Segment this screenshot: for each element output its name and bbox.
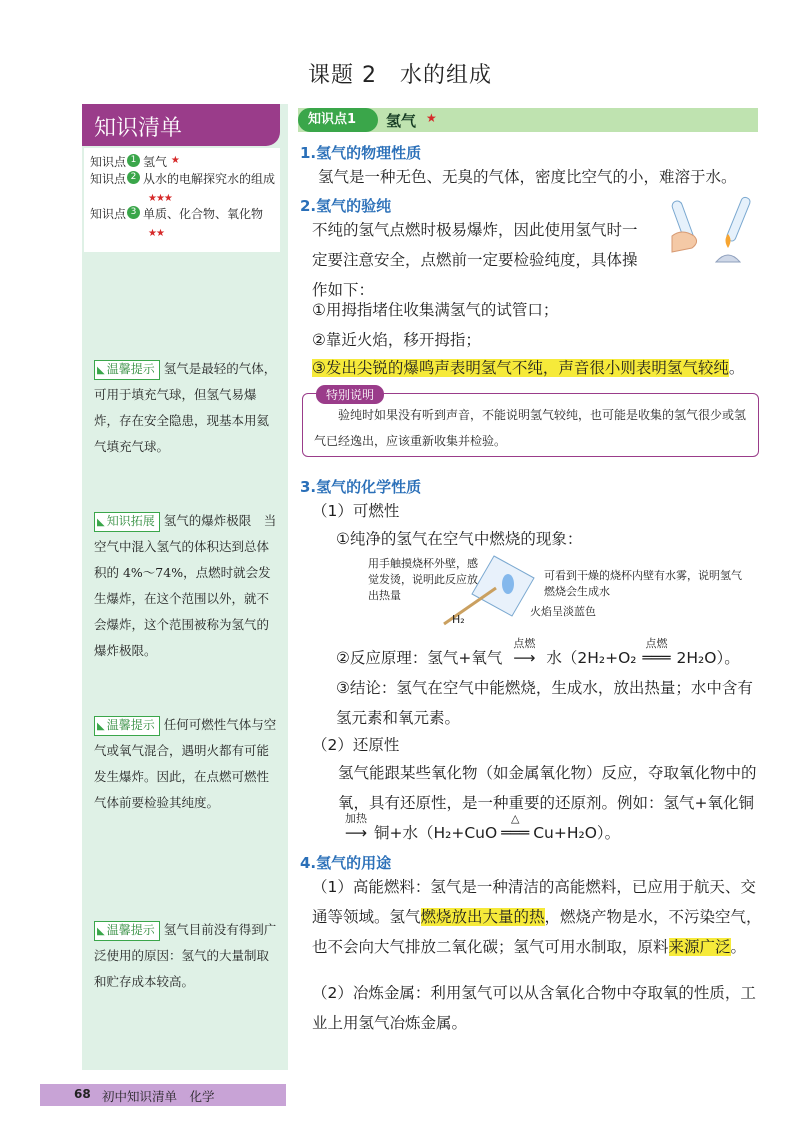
triangle-icon: ◣ — [97, 721, 105, 732]
paragraph: 氢气能跟某些氧化物（如金属氧化物）反应，夺取氧化物中的氧，具有还原性，是一种重要的还原剂。例如：氢气+氧化铜 — [338, 764, 757, 812]
tip-note: ◣ 温馨提示 氢气是最轻的气体，可用于填充气球，但氢气易爆炸，存在安全隐患，现基本用氦气填充气球。 — [94, 361, 277, 454]
use-fuel: （1）高能燃料：氢气是一种清洁的高能燃料，已应用于航天、交通等领域。氢气燃烧放出大量的热，燃烧产物是水，不污染空气，也不会向大气排放二氧化碳；氢气可用水制取，原料来源广泛。 — [312, 878, 762, 956]
extension-note: ◣ 知识拓展 氢气的爆炸极限 当空气中混入氢气的体积达到总体积的 4%～74%，点燃时就会发生爆炸，在这个范围以外，就不会爆炸，这个范围被称为氢气的爆炸极限。 — [94, 513, 277, 658]
arrow-icon: 点燃 ⟶ — [513, 637, 536, 667]
subheading: （2）还原性 — [312, 736, 400, 754]
test-tube-illustration — [658, 192, 758, 272]
tip-note: ◣ 温馨提示 任何可燃性气体与空气或氧气混合，遇明火都有可能发生爆炸。因此，在点燃可燃性气体前要检验其纯度。 — [94, 717, 277, 810]
knowledge-toc — [84, 148, 280, 252]
page-title: 课题 2 水的组成 — [308, 63, 492, 88]
number-badge: 1 — [127, 154, 140, 167]
special-note-tag: 特别说明 — [316, 385, 384, 404]
special-note-text: 验纯时如果没有听到声音，不能说明氢气较纯，也可能是收集的氢气很少或氢气已经逸出，应该重新收集并检验。 — [314, 408, 747, 448]
diagram-label: H₂ — [452, 613, 465, 626]
step: ①用拇指堵住收集满氢气的试管口； — [312, 301, 559, 319]
section-heading: 3.氢气的化学性质 — [300, 478, 422, 496]
step: ②靠近火焰，移开拇指； — [312, 331, 481, 349]
reaction-principle: ②反应原理：氢气+氧气 点燃 ⟶ 水（2H₂+O₂ 点燃 ═══ 2H₂O）。 — [336, 643, 756, 673]
number-badge: 2 — [127, 171, 140, 184]
section-heading: 2.氢气的验纯 — [300, 197, 392, 215]
paragraph: 不纯的氢气点燃时极易爆炸，因此使用氢气时一定要注意安全，点燃前一定要检验纯度，具体操作如下： — [312, 221, 638, 299]
knowledge-point-bar — [298, 108, 758, 132]
number-badge: 3 — [127, 206, 140, 219]
section-heading: 1.氢气的物理性质 — [300, 144, 422, 162]
flame-icon — [502, 574, 514, 594]
paragraph: ①纯净的氢气在空气中燃烧的现象： — [336, 530, 583, 548]
subheading: （1）可燃性 — [312, 502, 400, 520]
use-metallurgy: （2）冶炼金属：利用氢气可以从含氧化合物中夺取氧的性质，工业上用氢气冶炼金属。 — [312, 984, 756, 1032]
star-icon: ★★ — [148, 227, 164, 239]
tip-tag: ◣ 温馨提示 — [94, 360, 160, 380]
diagram-label: 可看到干燥的烧杯内壁有水雾，说明氢气燃烧会生成水 — [544, 569, 742, 598]
equals-icon: 点燃 ═══ — [642, 637, 671, 667]
alcohol-lamp-icon — [716, 234, 740, 262]
triangle-icon: ◣ — [97, 365, 105, 376]
toc-item: 知识点 3 单质、化合物、氧化物 — [90, 207, 264, 222]
knowledge-point-label: 知识点1 — [298, 108, 378, 132]
book-title: 初中知识清单 化学 — [102, 1089, 215, 1104]
diagram-label: 火焰呈淡蓝色 — [530, 605, 596, 618]
hand-icon — [672, 232, 697, 252]
arrow-icon: 加热 ⟶ — [344, 812, 368, 842]
tip-note: ◣ 温馨提示 氢气目前没有得到广泛使用的原因：氢气的大量制取和贮存成本较高。 — [94, 922, 277, 989]
star-icon: ★ — [426, 111, 437, 125]
tip-tag: ◣ 温馨提示 — [94, 716, 160, 736]
triangle-icon: ◣ — [97, 926, 105, 937]
step-highlighted: ③发出尖锐的爆鸣声表明氢气不纯，声音很小则表明氢气较纯。 — [312, 359, 745, 377]
conclusion: ③结论：氢气在空气中能燃烧，生成水，放出热量；水中含有氢元素和氧元素。 — [336, 679, 753, 727]
triangle-icon: ◣ — [97, 517, 105, 528]
toc-item: 知识点 2 从水的电解探究水的组成 — [90, 172, 276, 187]
paragraph: 氢气是一种无色、无臭的气体，密度比空气的小，难溶于水。 — [318, 168, 737, 186]
page-footer — [40, 1084, 286, 1106]
toc-item: 知识点 1 氢气 ★ — [90, 155, 179, 169]
section-heading: 4.氢气的用途 — [300, 854, 392, 872]
reaction-equation: 加热 ⟶ 铜+水（H₂+CuO △ ═══ Cu+H₂O）。 — [338, 818, 762, 848]
test-tube-icon — [726, 196, 752, 242]
diagram-label: 用手触摸烧杯外壁，感觉发烫，说明此反应放出热量 — [368, 557, 478, 602]
page-number: 68 — [74, 1087, 91, 1101]
tip-tag: ◣ 温馨提示 — [94, 921, 160, 941]
tip-tag: ◣ 知识拓展 — [94, 512, 160, 532]
knowledge-point-name: 氢气 — [386, 112, 417, 130]
equals-icon: △ ═══ — [501, 812, 530, 842]
star-icon: ★★★ — [148, 192, 172, 204]
sidebar-header: 知识清单 — [82, 104, 280, 146]
star-icon: ★ — [170, 155, 179, 166]
